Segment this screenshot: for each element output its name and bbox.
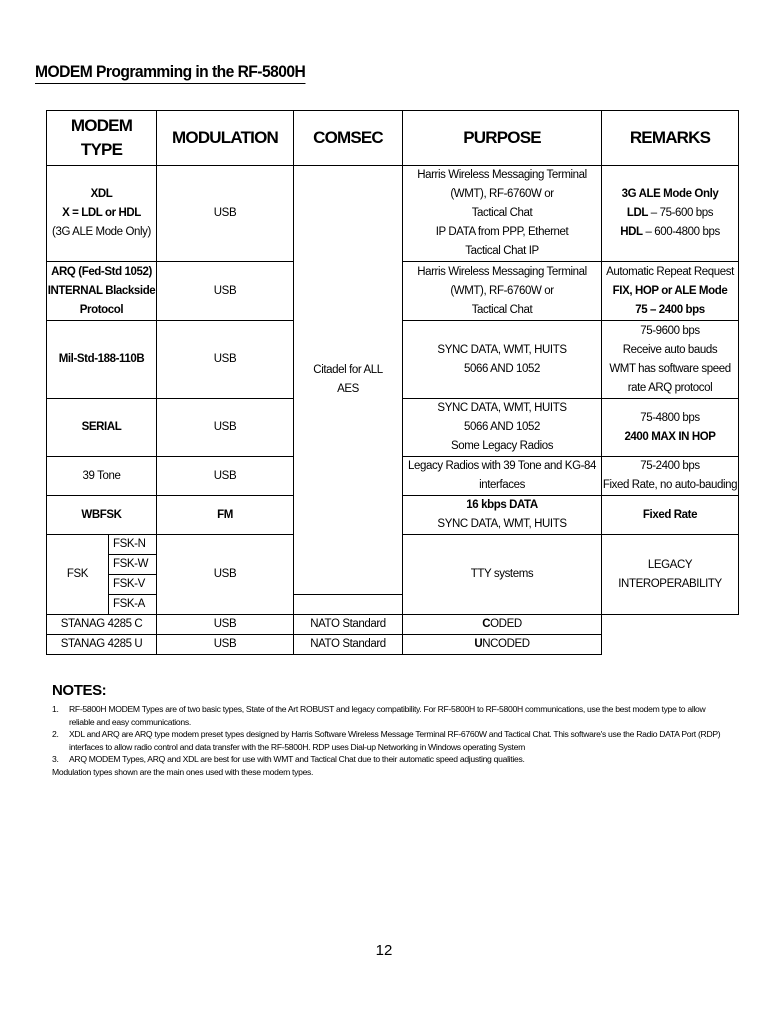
remarks-stanag-u-rest: NCODED [482,638,530,650]
note-item [52,753,722,766]
cell-remarks-fsk [602,535,739,615]
cell-purpose-stanag-c: NATO Standard [294,615,403,635]
cell-remarks-wbfsk: Fixed Rate [602,496,739,535]
cell-remarks-stanag-u [403,635,602,655]
remarks-arq-line2: FIX, HOP or ALE Mode [612,284,728,297]
purpose-serial-line2: 5066 AND 1052 [464,421,541,433]
remarks-stanag-c-first: C [482,618,491,630]
remarks-xdl-line2-value: – 75-600 bps [648,207,714,219]
cell-remarks-39tone [602,457,739,496]
cell-purpose-39tone [403,457,602,496]
table-row-xdl [47,166,739,262]
remarks-xdl-line3-label: HDL [620,226,643,238]
remarks-serial-line1: 75-4800 bps [640,411,700,424]
remarks-milstd-line3: WMT has software speed [609,362,731,375]
cell-type-stanag-u: STANAG 4285 U [47,635,157,655]
cell-purpose-wbfsk [403,496,602,535]
purpose-xdl-line5: Tactical Chat IP [465,245,539,257]
cell-purpose-serial [403,399,602,457]
remarks-arq-line3: 75 – 2400 bps [635,303,705,316]
cell-purpose-arq [403,262,602,321]
purpose-xdl-line4: IP DATA from PPP, Ethernet [435,226,569,238]
cell-modulation-serial: USB [157,399,294,457]
purpose-serial-line1: SYNC DATA, WMT, HUITS [437,402,567,414]
purpose-39tone-line1: Legacy Radios with 39 Tone and KG-84 [407,460,597,472]
cell-modulation-stanag-c: USB [157,615,294,635]
remarks-milstd-line1: 75-9600 bps [640,324,700,337]
note-number: 1. [52,704,59,714]
note-number: 2. [52,729,59,739]
comsec-line2: AES [337,383,359,395]
type-xdl-line2: X = LDL or HDL [62,207,141,219]
purpose-serial-line3: Some Legacy Radios [450,440,554,452]
cell-fsk-subtype: FSK-N [109,535,157,555]
remarks-arq-line1: Automatic Repeat Request [606,265,734,278]
cell-type-serial: SERIAL [47,399,157,457]
remarks-milstd-line2: Receive auto bauds [622,343,718,356]
purpose-milstd-line2: 5066 AND 1052 [464,362,541,375]
header-modem-type-line2: TYPE [80,140,123,159]
purpose-39tone-line2: interfaces [479,479,525,491]
purpose-xdl-line2: (WMT), RF-6760W or [450,188,554,200]
cell-purpose-milstd [403,321,602,399]
cell-type-arq [47,262,157,321]
remarks-39tone-line2: Fixed Rate, no auto-bauding [602,479,738,491]
table-header-row [47,111,739,166]
type-xdl-line1: XDL [90,188,113,200]
remarks-fsk-line1: LEGACY [647,558,693,571]
page-title: MODEM Programming in the RF-5800H [35,62,305,84]
cell-remarks-arq [602,262,739,321]
notes-section [52,682,722,778]
cell-modulation-xdl: USB [157,166,294,262]
type-arq-line1: ARQ (Fed-Std 1052) [51,265,152,278]
comsec-line1: Citadel for ALL [313,364,383,376]
remarks-serial-line2: 2400 MAX IN HOP [624,430,716,443]
cell-type-stanag-c: STANAG 4285 C [47,615,157,635]
header-modem-type-line1: MODEM [70,116,133,135]
type-arq-line3: Protocol [79,303,124,316]
remarks-fsk-line2: INTEROPERABILITY [618,577,722,590]
purpose-arq-line2: (WMT), RF-6760W or [450,284,554,297]
note-item [52,703,722,728]
purpose-xdl-line1: Harris Wireless Messaging Terminal [417,169,587,181]
cell-remarks-milstd [602,321,739,399]
cell-type-milstd: Mil-Std-188-110B [47,321,157,399]
table-row-stanag-c [47,615,739,635]
purpose-wbfsk-line2: SYNC DATA, WMT, HUITS [437,518,567,530]
header-comsec: COMSEC [294,111,403,166]
note-text: RF-5800H MODEM Types are of two basic types, State of the Art ROBUST and legacy compatibility. For RF-5800H to RF-5800H communications, use the best modem type to allow reliable and easy communications. [69,704,706,727]
purpose-wbfsk-line1: 16 kbps DATA [466,499,538,511]
cell-modulation-arq: USB [157,262,294,321]
cell-remarks-xdl [602,166,739,262]
cell-remarks-stanag-c [403,615,602,635]
notes-list [52,703,722,766]
remarks-stanag-c-rest: ODED [490,618,522,630]
cell-modulation-stanag-u: USB [157,635,294,655]
modem-table [46,110,739,655]
type-xdl-line3: (3G ALE Mode Only) [52,226,151,238]
cell-fsk-subtype: FSK-V [109,575,157,595]
note-item [52,728,722,753]
remarks-xdl-line1: 3G ALE Mode Only [621,188,719,200]
note-number: 3. [52,754,59,764]
purpose-milstd-line1: SYNC DATA, WMT, HUITS [437,343,567,356]
cell-modulation-wbfsk: FM [157,496,294,535]
cell-modulation-milstd: USB [157,321,294,399]
cell-fsk-subtype: FSK-A [109,595,157,615]
header-modulation: MODULATION [157,111,294,166]
notes-footer: Modulation types shown are the main ones used with these modem types. [52,766,314,777]
header-purpose: PURPOSE [403,111,602,166]
remarks-xdl-line2-label: LDL [626,207,649,219]
purpose-xdl-line3: Tactical Chat [471,207,533,219]
note-text: XDL and ARQ are ARQ type modem preset types designed by Harris Software Wireless Message Terminal RF-6760W and Tactical Chat. This software's use the Radio DATA Port (RDP) interfaces to allow radio control and data transfer with the RF-5800H. RDP uses Dial-up Networking in Windows operating System [69,729,721,752]
remarks-xdl-line3-value: – 600-4800 bps [642,226,720,238]
header-remarks: REMARKS [602,111,739,166]
remarks-milstd-line4: rate ARQ protocol [627,381,713,394]
page-number: 12 [375,942,393,959]
header-modem-type [47,111,157,166]
purpose-arq-line3: Tactical Chat [471,303,533,316]
cell-type-xdl [47,166,157,262]
cell-comsec [294,166,403,595]
cell-purpose-xdl [403,166,602,262]
cell-type-wbfsk: WBFSK [47,496,157,535]
table-row-stanag-u [47,635,739,655]
notes-heading: NOTES: [52,682,107,699]
note-text: ARQ MODEM Types, ARQ and XDL are best for use with WMT and Tactical Chat due to their automatic speed adjusting qualities. [69,754,525,764]
cell-type-39tone: 39 Tone [47,457,157,496]
cell-purpose-stanag-u: NATO Standard [294,635,403,655]
type-arq-line2: INTERNAL Blackside [47,284,156,297]
remarks-stanag-u-first: U [474,638,483,650]
cell-modulation-39tone: USB [157,457,294,496]
cell-modulation-fsk: USB [157,535,294,615]
cell-type-fsk: FSK [47,535,109,615]
purpose-arq-line1: Harris Wireless Messaging Terminal [417,265,587,278]
cell-purpose-fsk: TTY systems [403,535,602,615]
remarks-39tone-line1: 75-2400 bps [640,460,700,472]
cell-remarks-serial [602,399,739,457]
cell-fsk-subtype: FSK-W [109,555,157,575]
